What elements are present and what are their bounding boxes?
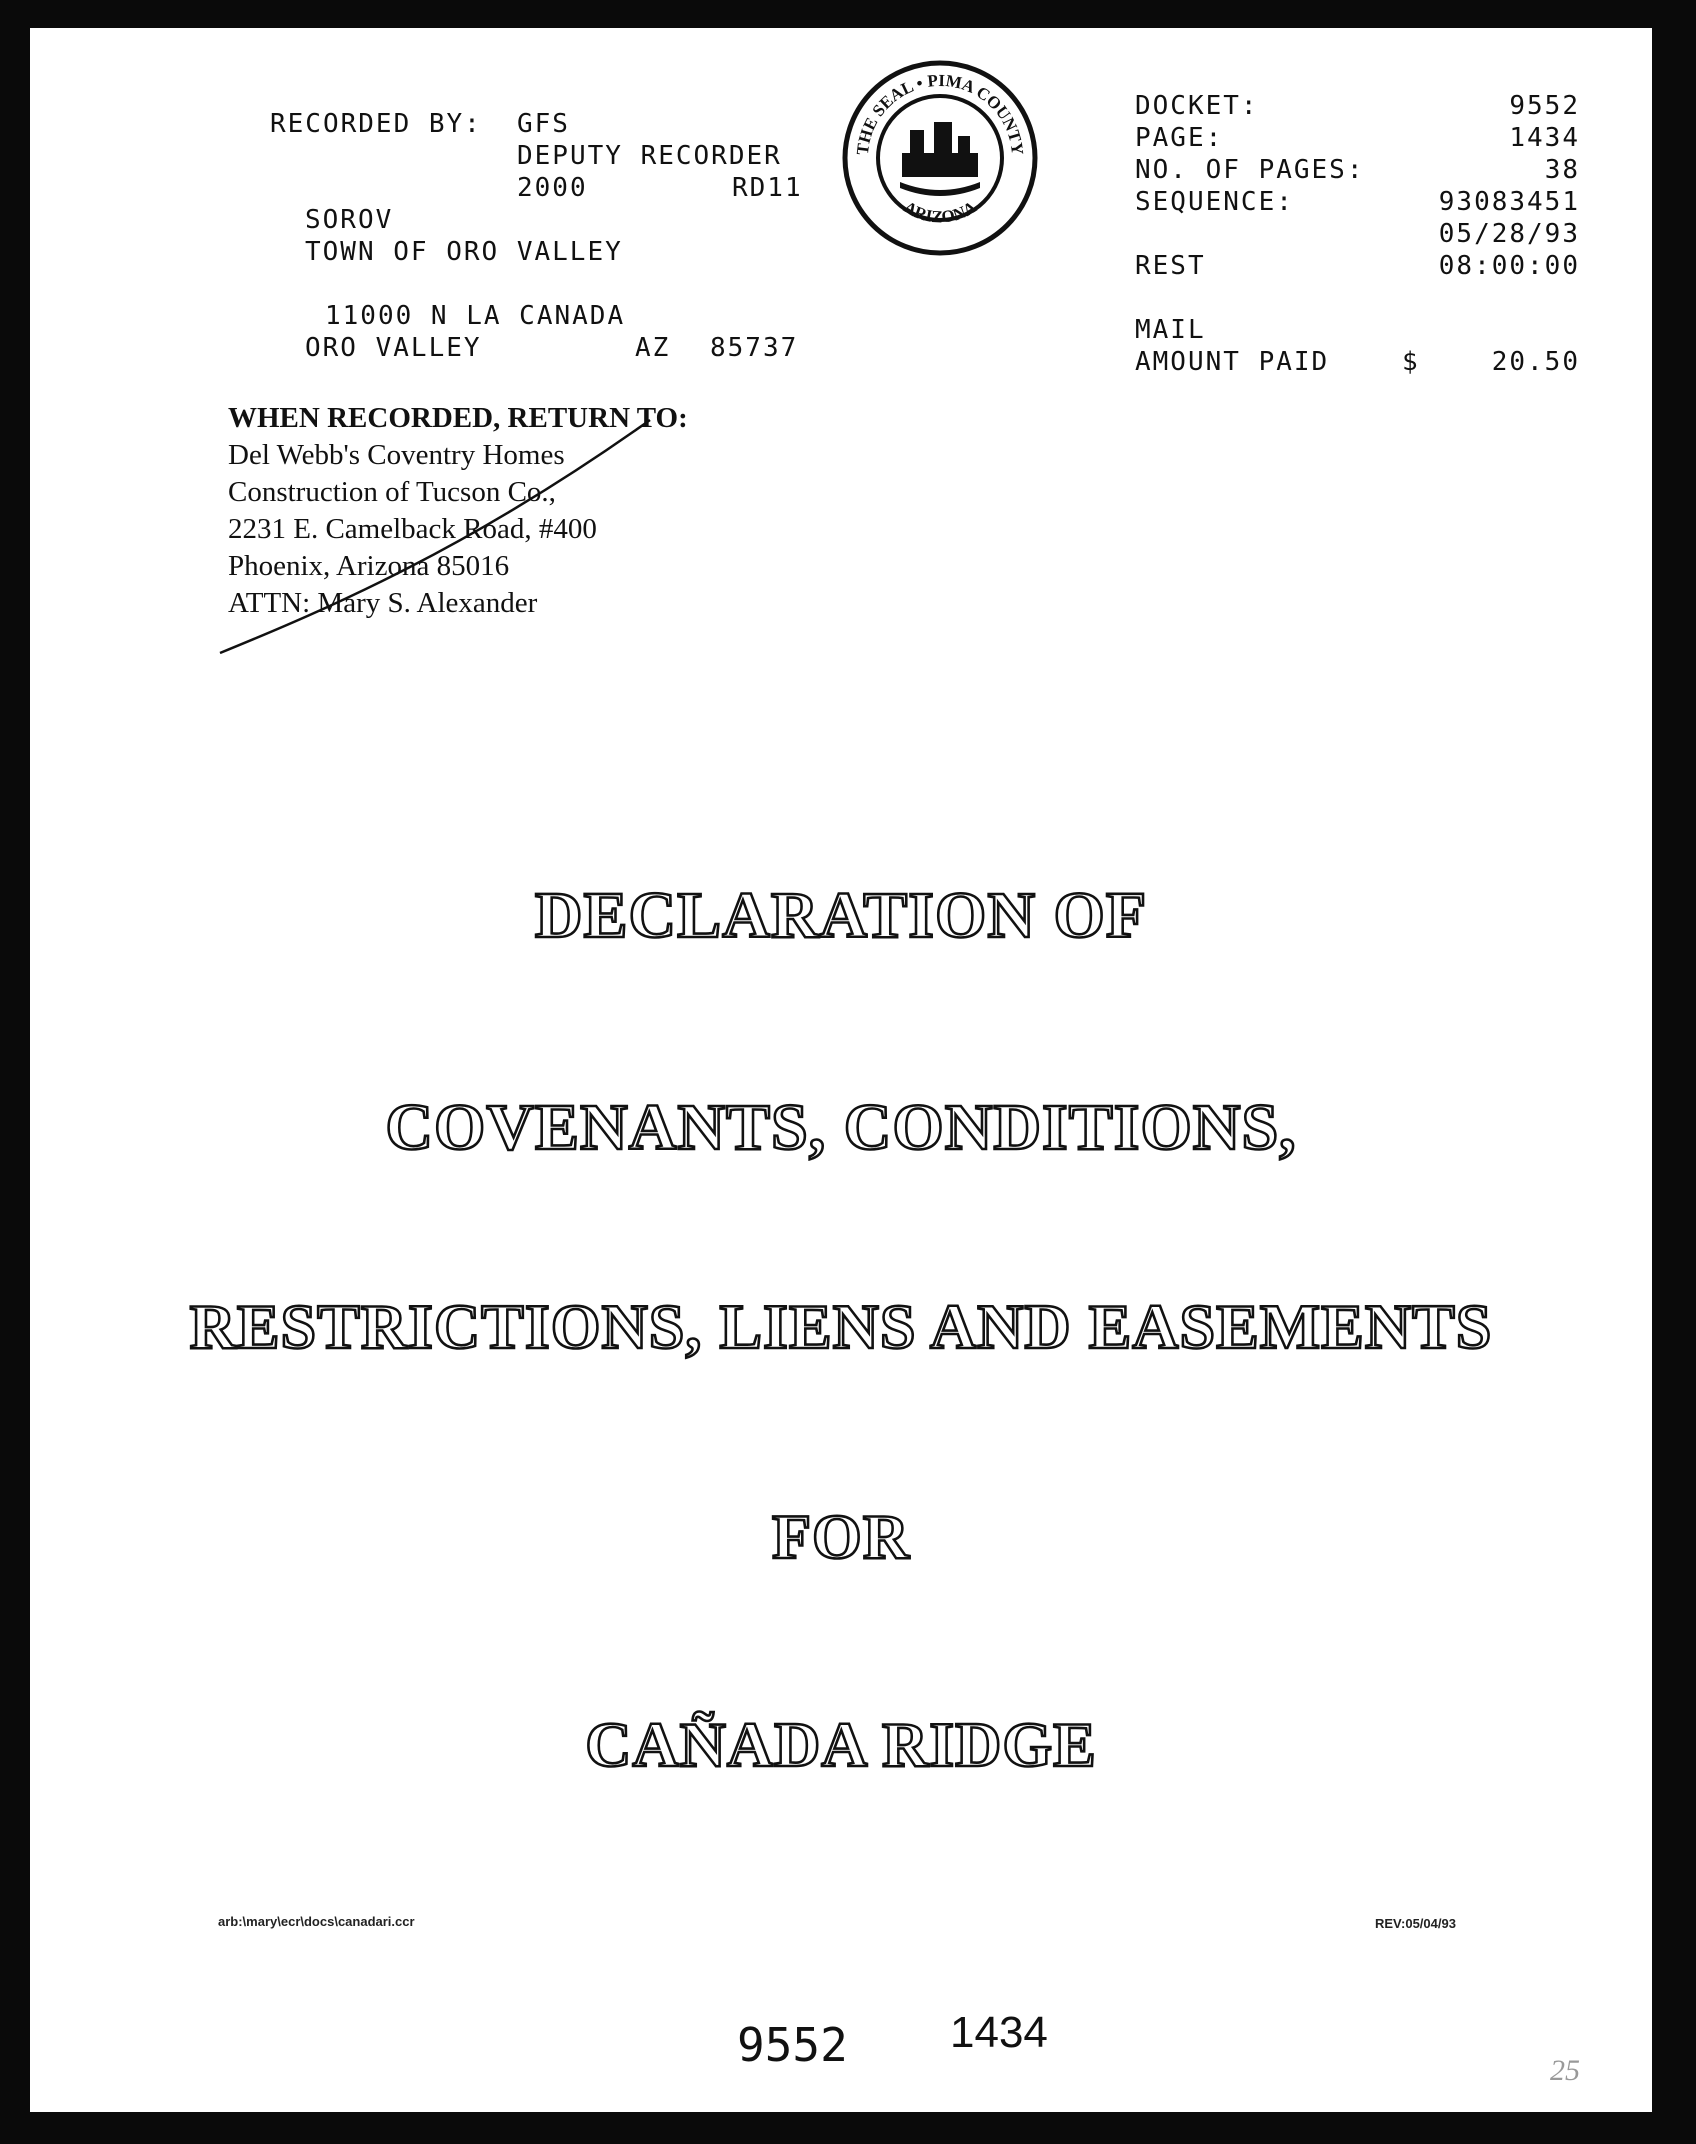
currency-symbol: $ bbox=[1402, 347, 1420, 377]
return-to-line: Phoenix, Arizona 85016 bbox=[228, 550, 510, 582]
file-path: arb:\mary\ecr\docs\canadari.ccr bbox=[218, 1914, 415, 1929]
rest-label: REST bbox=[1135, 251, 1206, 281]
deputy-recorder: DEPUTY RECORDER bbox=[517, 141, 782, 171]
return-to-line: 2231 E. Camelback Road, #400 bbox=[228, 513, 597, 545]
stamp-code-2: RD11 bbox=[732, 173, 803, 203]
pages-label: NO. OF PAGES: bbox=[1135, 155, 1365, 185]
amount-paid-label: AMOUNT PAID bbox=[1135, 347, 1330, 377]
seal-text-top: THE SEAL • PIMA COUNTY bbox=[852, 70, 1028, 156]
corner-mark: 25 bbox=[1550, 2054, 1580, 2087]
pages-value: 38 bbox=[1544, 155, 1580, 185]
document-page bbox=[30, 28, 1652, 2112]
seal-text-bottom: ARIZONA bbox=[900, 197, 980, 227]
sequence-label: SEQUENCE: bbox=[1135, 187, 1294, 217]
stamp-state: AZ bbox=[635, 333, 671, 363]
return-to-heading: WHEN RECORDED, RETURN TO: bbox=[228, 402, 688, 434]
recorded-time: 08:00:00 bbox=[1438, 251, 1580, 281]
pen-strike-mark bbox=[210, 408, 710, 668]
revision-date: REV:05/04/93 bbox=[1375, 1916, 1456, 1931]
docket-label: DOCKET: bbox=[1135, 91, 1259, 121]
title-line-3: RESTRICTIONS, LIENS AND EASEMENTS bbox=[189, 1291, 1493, 1362]
recorder-name: SOROV bbox=[305, 205, 394, 235]
return-to-line: ATTN: Mary S. Alexander bbox=[228, 587, 538, 619]
town-name: TOWN OF ORO VALLEY bbox=[305, 237, 623, 267]
title-line-2: COVENANTS, CONDITIONS, bbox=[385, 1091, 1297, 1164]
title-line-4: FOR bbox=[771, 1501, 911, 1572]
sequence-value: 93083451 bbox=[1438, 187, 1580, 217]
amount-paid-value: 20.50 bbox=[1491, 347, 1580, 377]
county-seal-icon bbox=[840, 58, 1040, 258]
docket-value: 9552 bbox=[1509, 91, 1580, 121]
footer-docket-number: 9552 bbox=[737, 2018, 848, 2072]
page-value: 1434 bbox=[1509, 123, 1580, 153]
svg-text:ARIZONA bbox=[900, 197, 980, 227]
recorded-by-value: GFS bbox=[517, 109, 570, 139]
return-to-line: Construction of Tucson Co., bbox=[228, 476, 556, 508]
recorded-date: 05/28/93 bbox=[1438, 219, 1580, 249]
return-to-line: Del Webb's Coventry Homes bbox=[228, 439, 565, 471]
title-line-5: CAÑADA RIDGE bbox=[585, 1709, 1097, 1780]
stamp-address: 11000 N LA CANADA bbox=[325, 301, 626, 331]
mail-label: MAIL bbox=[1135, 315, 1206, 345]
stamp-code-1: 2000 bbox=[517, 173, 588, 203]
page-label: PAGE: bbox=[1135, 123, 1224, 153]
recorded-by-label: RECORDED BY: bbox=[270, 109, 482, 139]
title-line-1: DECLARATION OF bbox=[534, 879, 1148, 952]
stamp-city: ORO VALLEY bbox=[305, 333, 482, 363]
footer-page-number: 1434 bbox=[950, 2008, 1048, 2057]
stamp-zip: 85737 bbox=[710, 333, 799, 363]
